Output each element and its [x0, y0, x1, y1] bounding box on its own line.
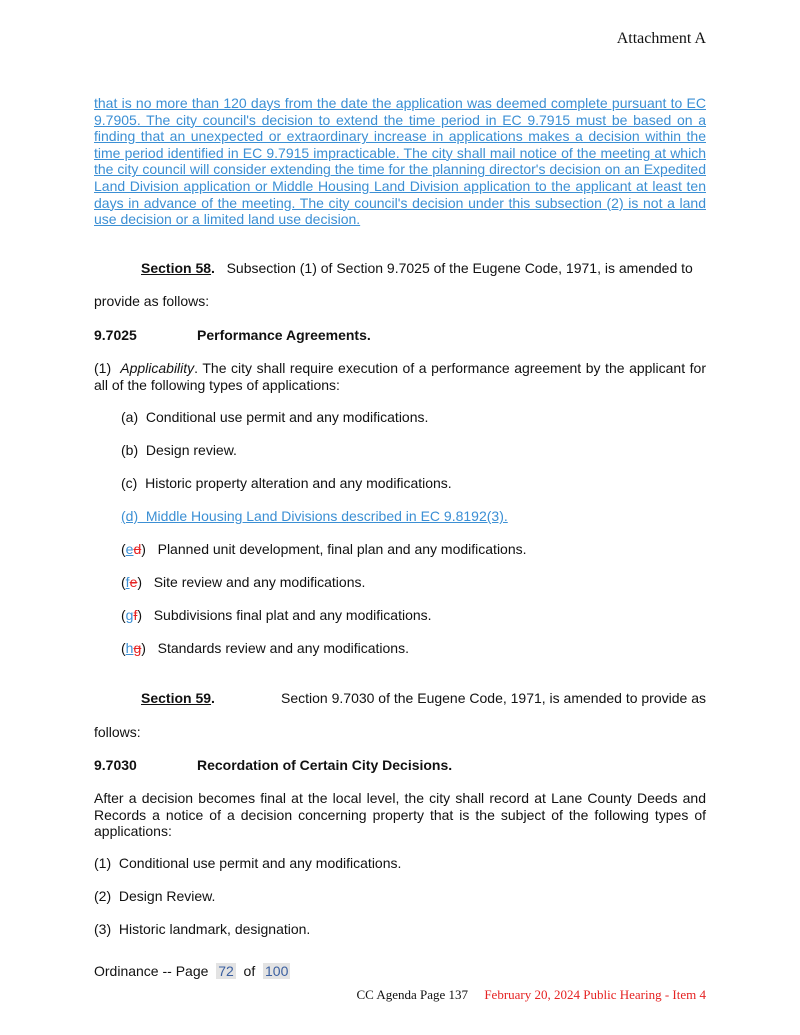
- section-59-heading: Section 59. Section 9.7030 of the Eugene Code, 1971, is amended to provide as: [141, 690, 706, 706]
- inserted-paragraph: that is no more than 120 days from the date the application was deemed complete pursuant to EC 9.7905. The city council's decision to extend the time period in EC 9.7915 must be based on a finding that an unexpected or extraordinary increase in applications makes a decision within the time period identified in EC 9.7915 impracticable. The city shall mail notice of the meeting at which the city council will consider extending the time for the planning director's decision on an Expedited Land Division application or Middle Housing Land Division application to the applicant at least ten days in advance of the meeting. The city council's decision under this subsection (2) is not a land use decision or a limited land use decision.: [94, 95, 706, 228]
- applicability-paragraph: (1) Applicability. The city shall require execution of a performance agreement by the applicant for all of the following types of applications:: [94, 360, 706, 393]
- section-title: Performance Agreements.: [197, 327, 371, 343]
- list-item: (2) Design Review.: [94, 888, 216, 904]
- hearing-label: February 20, 2024 Public Hearing - Item 4: [484, 987, 706, 1002]
- section-label: Section 58: [141, 260, 212, 276]
- recordation-paragraph: After a decision becomes final at the local level, the city shall record at Lane County Deeds and Records a notice of a decision concerning property that is the subject of the following types of applications:: [94, 790, 706, 840]
- list-item: (3) Historic landmark, designation.: [94, 921, 311, 937]
- list-item: (b) Design review.: [121, 442, 237, 458]
- agenda-page: CC Agenda Page 137: [356, 987, 469, 1002]
- list-item: (gf) Subdivisions final plat and any modifications.: [121, 607, 432, 623]
- list-item: (a) Conditional use permit and any modifications.: [121, 409, 429, 425]
- inserted-list-item: (d) Middle Housing Land Divisions described in EC 9.8192(3).: [121, 508, 508, 524]
- list-item: (hg) Standards review and any modifications.: [121, 640, 409, 656]
- agenda-footer: [356, 987, 706, 1003]
- attachment-label: Attachment A: [616, 30, 706, 47]
- section-number: 9.7030: [94, 757, 137, 773]
- list-item: (c) Historic property alteration and any modifications.: [121, 475, 452, 491]
- page-footer: Ordinance -- Page 72 of 100: [94, 963, 289, 979]
- page-number: 72: [218, 963, 234, 979]
- list-item: (ed) Planned unit development, final plan and any modifications.: [121, 541, 527, 557]
- section-label: Section 59: [141, 690, 212, 706]
- section-number: 9.7025: [94, 327, 137, 343]
- list-item: (1) Conditional use permit and any modifications.: [94, 855, 402, 871]
- section-58-heading: Section 58. Subsection (1) of Section 9.7025 of the Eugene Code, 1971, is amended to: [141, 260, 693, 276]
- section-title: Recordation of Certain City Decisions.: [197, 757, 453, 773]
- section-text: Section 9.7030 of the Eugene Code, 1971, is amended to provide as: [281, 690, 706, 706]
- section-59-cont: follows:: [94, 724, 141, 740]
- page-total: 100: [265, 963, 289, 979]
- section-58-cont: provide as follows:: [94, 293, 210, 309]
- section-text: Subsection (1) of Section 9.7025 of the Eugene Code, 1971, is amended to: [226, 260, 693, 276]
- list-item: (fe) Site review and any modifications.: [121, 574, 366, 590]
